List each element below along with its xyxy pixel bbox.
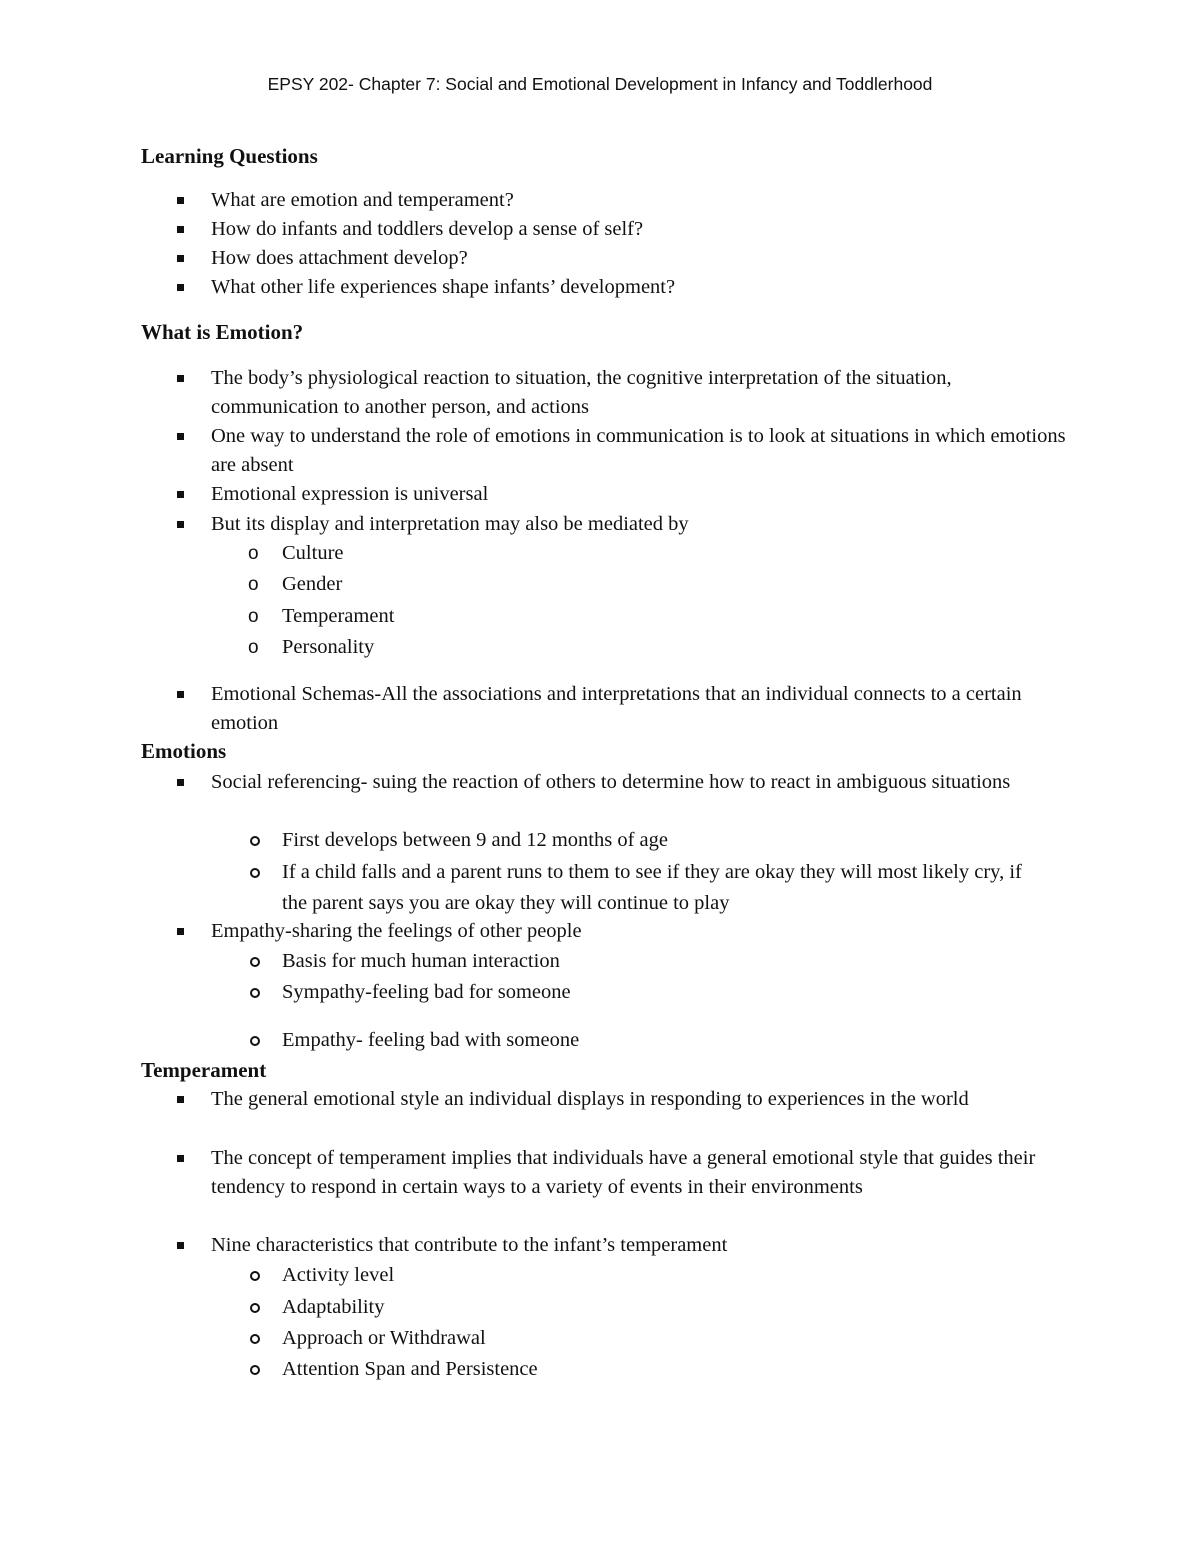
sub-bullet-item: If a child falls and a parent runs to them to see if they are okay they will most likely cry, if the parent says you are okay they will continue to play [282, 857, 1027, 919]
bullet-item: Emotional expression is universal [211, 480, 1071, 509]
heading-emotions: Emotions [141, 739, 227, 763]
bullet-item: The concept of temperament implies that individuals have a general emotional style that guides their tendency to respond in certain ways to a variety of events in their environments [211, 1144, 1056, 1202]
sub-bullet-item: Adaptability [282, 1292, 1062, 1323]
bullet-item: The general emotional style an individual displays in responding to experiences in the world [211, 1085, 1041, 1114]
bullet-item: Nine characteristics that contribute to the infant’s temperament [211, 1231, 1071, 1260]
sub-bullet-item: Basis for much human interaction [282, 946, 1062, 977]
heading-learning-questions: Learning Questions [141, 144, 318, 168]
heading-what-is-emotion: What is Emotion? [141, 320, 304, 344]
sub-bullet-item: Activity level [282, 1260, 1062, 1291]
sub-bullet-item: o Temperament [282, 601, 1062, 632]
sub-bullet-item: o Gender [282, 569, 1062, 600]
sub-bullet-item: Empathy- feeling bad with someone [282, 1025, 1062, 1056]
sub-bullet-item: Sympathy-feeling bad for someone [282, 977, 1062, 1008]
sub-bullet-item: Attention Span and Persistence [282, 1354, 1062, 1385]
bullet-item: How does attachment develop? [211, 244, 1071, 273]
heading-temperament: Temperament [141, 1058, 267, 1082]
bullet-item: The body’s physiological reaction to situation, the cognitive interpretation of the situation, communication to another person, and actions [211, 364, 1011, 422]
bullet-item: But its display and interpretation may also be mediated by [211, 510, 1071, 539]
bullet-item: One way to understand the role of emotions in communication is to look at situations in which emotions are absent [211, 422, 1071, 480]
bullet-item: What other life experiences shape infants’ development? [211, 273, 1071, 302]
bullet-item: What are emotion and temperament? [211, 186, 1071, 215]
sub-bullet-item: o Personality [282, 632, 1062, 663]
bullet-item: Empathy-sharing the feelings of other people [211, 917, 1071, 946]
bullet-item: Emotional Schemas-All the associations and interpretations that an individual connects to a certain emotion [211, 680, 1071, 738]
bullet-item: How do infants and toddlers develop a sense of self? [211, 215, 1071, 244]
sub-bullet-item: o Culture [282, 538, 1062, 569]
bullet-item: Social referencing- suing the reaction of others to determine how to react in ambiguous situations [211, 768, 1051, 797]
sub-bullet-item: Approach or Withdrawal [282, 1323, 1062, 1354]
sub-bullet-item: First develops between 9 and 12 months of age [282, 825, 1062, 856]
page-header: EPSY 202- Chapter 7: Social and Emotional Development in Infancy and Toddlerhood [267, 74, 933, 94]
